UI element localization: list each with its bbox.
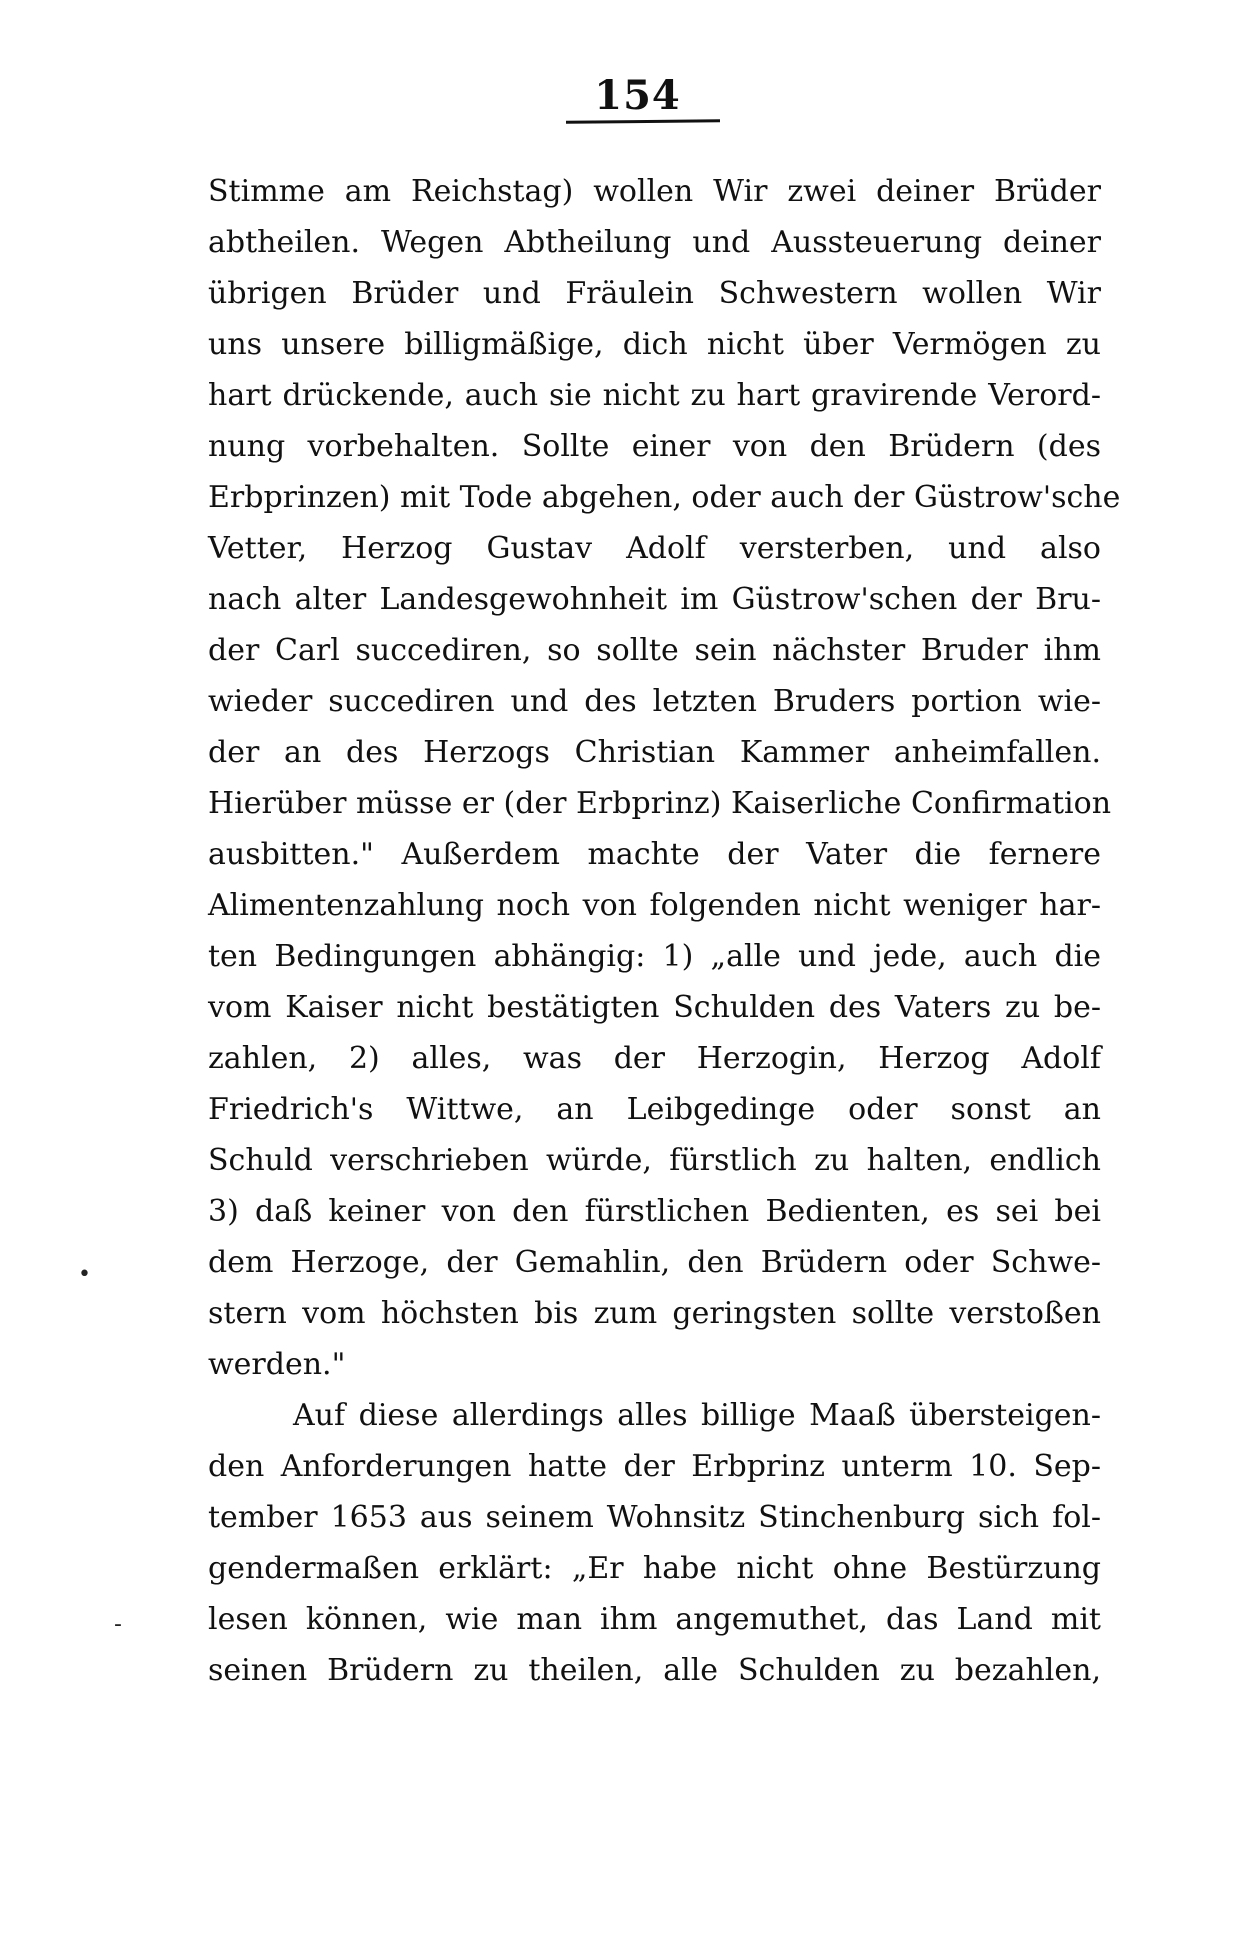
text-line: ten Bedingungen abhängig: 1) „alle und jede, auch die	[208, 939, 1101, 974]
text-line: gendermaßen erklärt: „Er habe nicht ohne Bestürzung	[208, 1551, 1101, 1586]
text-line: uns unsere billigmäßige, dich nicht über Vermögen zu	[208, 327, 1101, 362]
text-line: ausbitten." Außerdem machte der Vater die fernere	[208, 837, 1101, 872]
text-line: vom Kaiser nicht bestätigten Schulden des Vaters zu be-	[208, 990, 1101, 1025]
text-line: Stimme am Reichstag) wollen Wir zwei deiner Brüder	[208, 174, 1101, 209]
margin-dash: -	[114, 1612, 122, 1637]
text-line: dem Herzoge, der Gemahlin, den Brüdern oder Schwe-	[208, 1245, 1101, 1280]
text-line: der Carl succediren, so sollte sein nächster Bruder ihm	[208, 633, 1101, 668]
text-line: den Anforderungen hatte der Erbprinz unterm 10. Sep-	[208, 1449, 1101, 1484]
text-line: Schuld verschrieben würde, fürstlich zu halten, endlich	[208, 1143, 1101, 1178]
paragraph-start-line: Auf diese allerdings alles billige Maaß übersteigen-	[293, 1398, 1101, 1433]
page-number: 154	[594, 72, 681, 119]
text-line: seinen Brüdern zu theilen, alle Schulden zu bezahlen,	[208, 1653, 1101, 1688]
text-line: nung vorbehalten. Sollte einer von den Brüdern (des	[208, 429, 1101, 464]
text-line: Alimentenzahlung noch von folgenden nicht weniger har-	[208, 888, 1101, 923]
text-line: Vetter, Herzog Gustav Adolf versterben, und also	[208, 531, 1101, 566]
text-line: tember 1653 aus seinem Wohnsitz Stinchenburg sich fol-	[208, 1500, 1101, 1535]
text-line: Hierüber müsse er (der Erbprinz) Kaiserliche Confirmation	[208, 786, 1112, 821]
text-line: zahlen, 2) alles, was der Herzogin, Herzog Adolf	[208, 1041, 1101, 1076]
header-rule	[566, 119, 720, 124]
text-line: wieder succediren und des letzten Bruders portion wie-	[208, 684, 1101, 719]
text-line: lesen können, wie man ihm angemuthet, das Land mit	[208, 1602, 1101, 1637]
text-line: Friedrich's Wittwe, an Leibgedinge oder sonst an	[208, 1092, 1101, 1127]
body-text	[208, 166, 1121, 1696]
text-line: der an des Herzogs Christian Kammer anheimfallen.	[208, 735, 1101, 770]
text-line: hart drückende, auch sie nicht zu hart gravirende Verord-	[208, 378, 1101, 413]
text-line: übrigen Brüder und Fräulein Schwestern wollen Wir	[208, 276, 1101, 311]
text-line: nach alter Landesgewohnheit im Güstrow'schen der Bru-	[208, 582, 1101, 617]
margin-dot: •	[78, 1262, 91, 1287]
text-line: stern vom höchsten bis zum geringsten sollte verstoßen	[208, 1296, 1101, 1331]
text-line: 3) daß keiner von den fürstlichen Bedienten, es sei bei	[208, 1194, 1101, 1229]
paragraph-end-line: werden."	[208, 1347, 346, 1382]
text-line: abtheilen. Wegen Abtheilung und Aussteuerung deiner	[208, 225, 1101, 260]
text-line: Erbprinzen) mit Tode abgehen, oder auch der Güstrow'sche	[208, 480, 1121, 515]
